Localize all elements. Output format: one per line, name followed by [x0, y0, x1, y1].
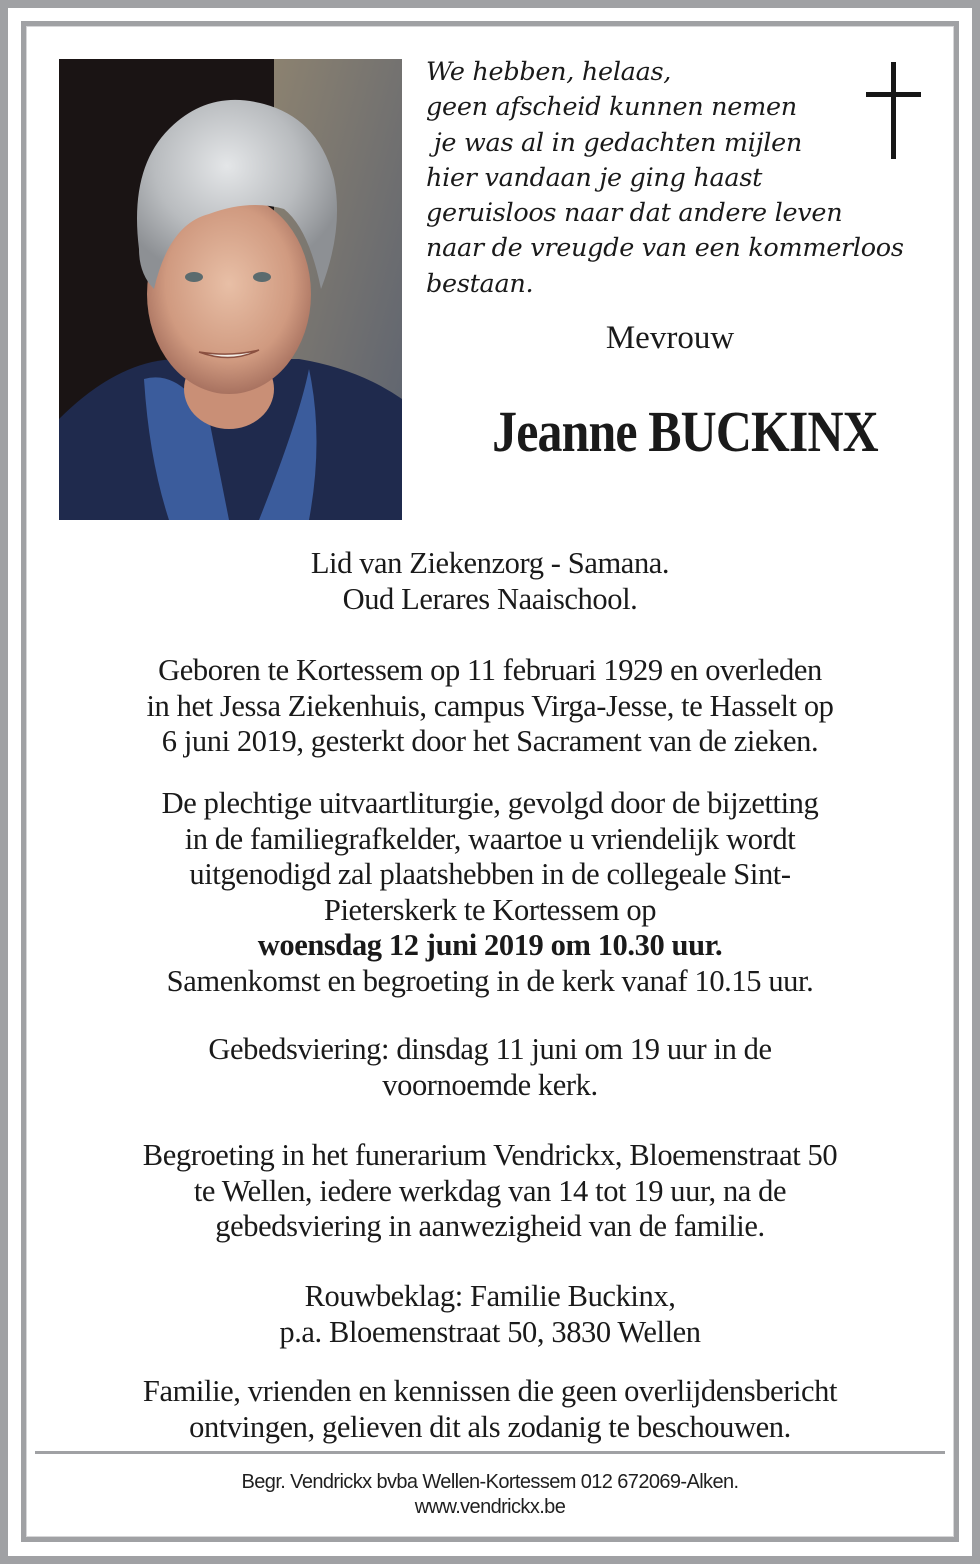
poem-line: geen afscheid kunnen nemen [426, 92, 797, 123]
birth-death-section [40, 653, 940, 760]
membership-section [40, 546, 940, 617]
funeral-line: uitgenodigd zal plaatshebben in de collegeale Sint- [189, 857, 791, 891]
prayer-section [40, 1032, 940, 1103]
funeral-home-info: Begr. Vendrickx bvba Wellen-Kortessem 012 672069-Alken. [241, 1471, 739, 1493]
membership-line: Lid van Ziekenzorg - Samana. [310, 546, 670, 580]
visitation-line: gebedsviering in aanwezigheid van de familie. [215, 1209, 765, 1243]
birth-death-line: 6 juni 2019, gesterkt door het Sacrament van de zieken. [161, 724, 819, 758]
photo-eye-right [253, 272, 271, 282]
poem-line: geruisloos naar dat andere leven [426, 198, 843, 229]
portrait-photo [59, 59, 402, 520]
poem-line: naar de vreugde van een kommerloos [426, 233, 904, 264]
funeral-line: De plechtige uitvaartliturgie, gevolgd door de bijzetting [161, 786, 819, 820]
photo-eye-left [185, 272, 203, 282]
deceased-name: Jeanne BUCKINX [492, 399, 878, 464]
prayer-line: Gebedsviering: dinsdag 11 juni om 19 uur in de [208, 1032, 772, 1066]
funeral-line: Pieterskerk te Kortessem op [323, 892, 657, 927]
birth-death-line: Geboren te Kortessem op 11 februari 1929 en overleden [158, 653, 822, 687]
visitation-line: te Wellen, iedere werkdag van 14 tot 19 uur, na de [193, 1173, 787, 1208]
notice-section [40, 1374, 940, 1445]
prayer-line: voornoemde kerk. [382, 1067, 598, 1102]
cross-vertical-bar [891, 62, 896, 159]
cross-icon [866, 62, 921, 159]
condolences-line: p.a. Bloemenstraat 50, 3830 Wellen [279, 1314, 701, 1349]
poem-line: je was al in gedachten mijlen [426, 127, 803, 158]
poem-line: hier vandaan je ging haast [426, 162, 763, 193]
gathering-line: Samenkomst en begroeting in de kerk vanaf 10.15 uur. [166, 963, 814, 998]
funeral-date: woensdag 12 juni 2019 om 10.30 uur. [257, 928, 723, 962]
poem-line: bestaan. [426, 268, 534, 299]
notice-line: ontvingen, gelieven dit als zodanig te beschouwen. [189, 1409, 791, 1444]
funeral-line: in de familiegrafkelder, waartoe u vriendelijk wordt [184, 821, 796, 856]
visitation-section [40, 1138, 940, 1245]
membership-line: Oud Lerares Naaischool. [342, 581, 638, 616]
funeral-section [40, 786, 940, 999]
footer [40, 1470, 940, 1520]
birth-death-line: in het Jessa Ziekenhuis, campus Virga-Jesse, te Hasselt op [146, 688, 834, 723]
poem [426, 55, 904, 302]
poem-line: We hebben, helaas, [426, 57, 672, 87]
salutation: Mevrouw [605, 320, 735, 356]
condolences-line: Rouwbeklag: Familie Buckinx, [304, 1279, 676, 1313]
notice-line: Familie, vrienden en kennissen die geen overlijdensbericht [142, 1374, 838, 1408]
condolences-section [40, 1279, 940, 1350]
funeral-home-website[interactable]: www.vendrickx.be [414, 1496, 566, 1518]
cross-horizontal-bar [866, 92, 921, 97]
portrait-illustration [59, 59, 402, 520]
footer-divider [35, 1451, 945, 1454]
visitation-line: Begroeting in het funerarium Vendrickx, Bloemenstraat 50 [142, 1138, 838, 1172]
